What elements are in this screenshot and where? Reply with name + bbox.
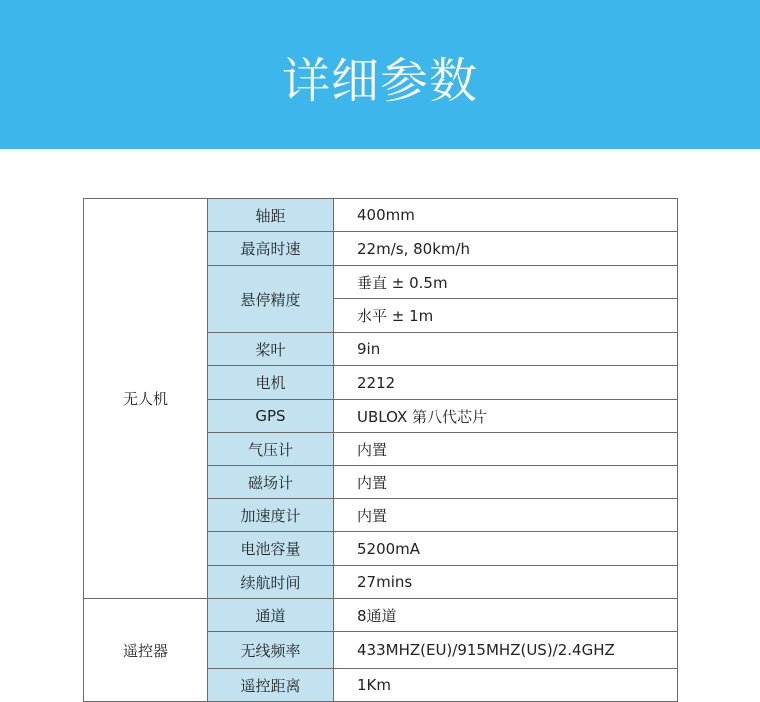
spec-label: 磁场计 (208, 466, 334, 499)
page-title: 详细参数 (281, 53, 478, 109)
spec-label: 无线频率 (208, 632, 334, 669)
spec-value: 8通道 (334, 599, 678, 632)
spec-label: 悬停精度 (208, 266, 334, 333)
spec-value: 垂直 ± 0.5m (334, 266, 678, 299)
spec-label: 遥控距离 (208, 669, 334, 702)
spec-table (83, 198, 678, 702)
group-label-remote: 遥控器 (84, 599, 208, 702)
spec-value: 2212 (334, 366, 678, 400)
spec-label: 最高时速 (208, 232, 334, 266)
table-row (84, 199, 678, 232)
group-label-drone: 无人机 (84, 199, 208, 599)
spec-value: 27mins (334, 566, 678, 599)
spec-value: 5200mA (334, 532, 678, 566)
spec-label: 电机 (208, 366, 334, 400)
spec-label: 气压计 (208, 433, 334, 466)
spec-label: GPS (208, 400, 334, 433)
spec-label: 续航时间 (208, 566, 334, 599)
spec-label: 通道 (208, 599, 334, 632)
spec-label: 加速度计 (208, 499, 334, 532)
spec-value: 内置 (334, 499, 678, 532)
spec-value: 1Km (334, 669, 678, 702)
spec-value: 433MHZ(EU)/915MHZ(US)/2.4GHZ (334, 632, 678, 669)
spec-value: 9in (334, 333, 678, 366)
header-banner (0, 0, 760, 149)
spec-label: 电池容量 (208, 532, 334, 566)
spec-value: 水平 ± 1m (334, 299, 678, 333)
spec-value: UBLOX 第八代芯片 (334, 400, 678, 433)
spec-value: 内置 (334, 466, 678, 499)
spec-value: 400mm (334, 199, 678, 232)
table-row (84, 599, 678, 632)
spec-label: 桨叶 (208, 333, 334, 366)
spec-value: 内置 (334, 433, 678, 466)
spec-label: 轴距 (208, 199, 334, 232)
spec-value: 22m/s, 80km/h (334, 232, 678, 266)
